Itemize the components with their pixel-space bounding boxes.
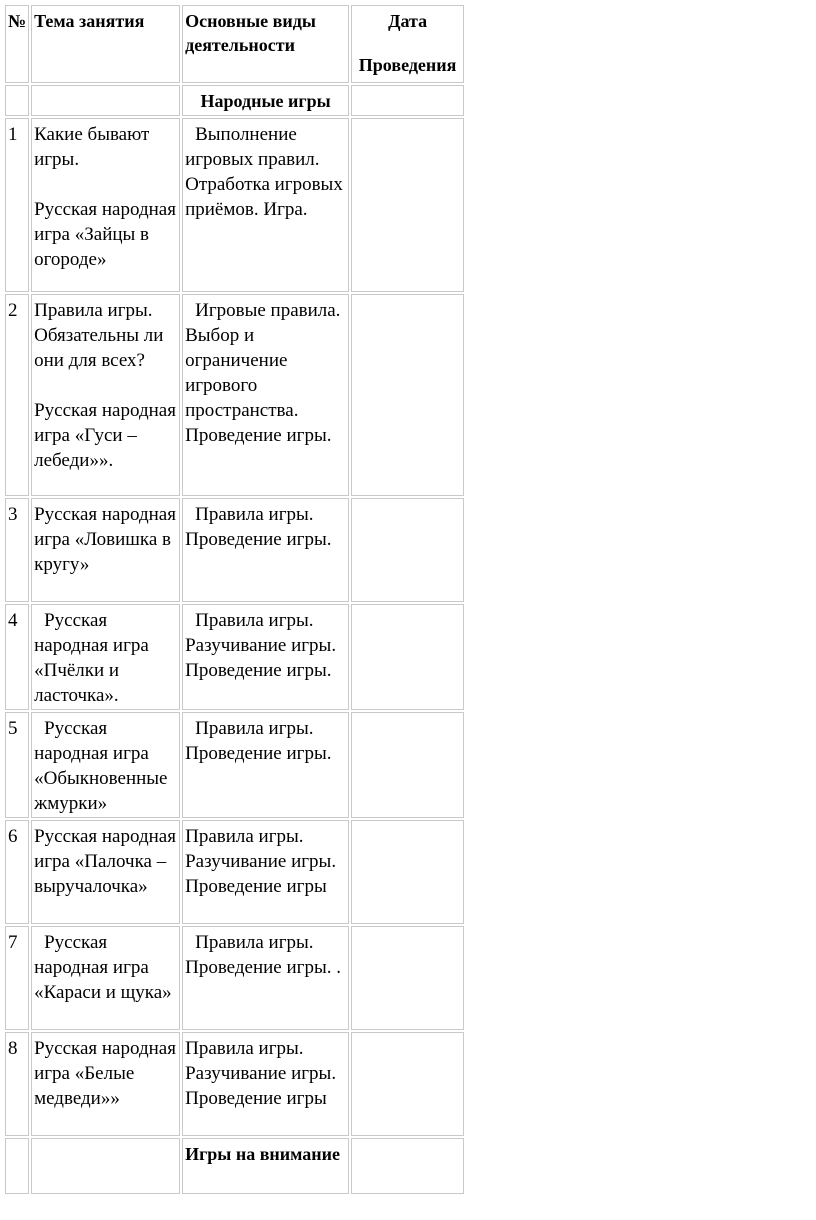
row-date — [351, 118, 464, 292]
table-row — [5, 604, 464, 710]
header-num: № — [5, 5, 29, 83]
row-topic: Русская народная игра «Белые медведи»» — [31, 1032, 180, 1136]
header-activities-line2: деятельности — [185, 35, 295, 55]
section-row — [5, 1138, 464, 1194]
table-row — [5, 712, 464, 818]
header-activities-line1: Основные виды — [185, 11, 316, 31]
row-activities-text: Игровые правила. Выбор и ограничение игрового пространства. Проведение игры. — [185, 300, 341, 446]
row-topic-part1: Какие бывают игры. — [34, 124, 150, 170]
row-topic — [31, 118, 180, 292]
table-row — [5, 118, 464, 292]
row-topic: Русская народная игра «Ловишка в кругу» — [31, 498, 180, 602]
row-num: 8 — [5, 1032, 29, 1136]
row-topic — [31, 294, 180, 496]
row-topic-part2: Русская народная игра «Зайцы в огороде» — [34, 199, 176, 270]
header-row — [5, 5, 464, 83]
table-row — [5, 820, 464, 924]
table-row — [5, 498, 464, 602]
header-date — [351, 5, 464, 83]
row-topic — [31, 604, 180, 710]
section-num-cell — [5, 85, 29, 116]
table-row — [5, 1032, 464, 1136]
row-topic-text: Русская народная игра «Обыкновенные жмурки» — [34, 718, 168, 814]
row-activities-text: Выполнение игровых правил. Отработка игровых приёмов. Игра. — [185, 124, 343, 220]
row-activities: Правила игры. Разучивание игры. Проведение игры — [182, 820, 349, 924]
row-activities-text: Правила игры. Проведение игры. — [185, 504, 332, 550]
row-activities — [182, 294, 349, 496]
header-activities — [182, 5, 349, 83]
row-activities — [182, 118, 349, 292]
header-date-line1: Дата — [388, 11, 428, 31]
section-date-cell — [351, 1138, 464, 1194]
row-topic-text: Русская народная игра «Пчёлки и ласточка». — [34, 610, 149, 706]
row-activities — [182, 498, 349, 602]
header-date-line2: Проведения — [358, 55, 457, 75]
row-activities — [182, 926, 349, 1030]
section-topic-cell — [31, 85, 180, 116]
section-title: Народные игры — [182, 85, 349, 116]
row-topic-part1: Правила игры. Обязательны ли они для всех? — [34, 300, 164, 371]
row-activities — [182, 604, 349, 710]
header-topic: Тема занятия — [31, 5, 180, 83]
row-num: 7 — [5, 926, 29, 1030]
row-num: 6 — [5, 820, 29, 924]
row-date — [351, 1032, 464, 1136]
row-activities: Правила игры. Разучивание игры. Проведение игры — [182, 1032, 349, 1136]
section-title: Игры на внимание — [182, 1138, 349, 1194]
row-activities-text: Правила игры. Проведение игры. — [185, 718, 332, 764]
section-topic-cell — [31, 1138, 180, 1194]
row-num: 2 — [5, 294, 29, 496]
lesson-plan-table — [3, 3, 466, 1196]
row-date — [351, 926, 464, 1030]
row-activities-text: Правила игры. Разучивание игры. Проведение игры. — [185, 610, 337, 681]
row-date — [351, 820, 464, 924]
row-num: 3 — [5, 498, 29, 602]
row-topic: Русская народная игра «Палочка – выручалочка» — [31, 820, 180, 924]
row-num: 1 — [5, 118, 29, 292]
table-row — [5, 926, 464, 1030]
row-topic-part2: Русская народная игра «Гуси – лебеди»». — [34, 400, 176, 471]
row-num: 4 — [5, 604, 29, 710]
row-date — [351, 604, 464, 710]
row-topic — [31, 712, 180, 818]
row-topic — [31, 926, 180, 1030]
row-activities-text: Правила игры. Проведение игры. . — [185, 932, 341, 978]
row-date — [351, 294, 464, 496]
row-num: 5 — [5, 712, 29, 818]
row-topic-text: Русская народная игра «Караси и щука» — [34, 932, 172, 1003]
row-date — [351, 712, 464, 818]
row-date — [351, 498, 464, 602]
section-row — [5, 85, 464, 116]
section-date-cell — [351, 85, 464, 116]
table-row — [5, 294, 464, 496]
row-activities — [182, 712, 349, 818]
section-num-cell — [5, 1138, 29, 1194]
